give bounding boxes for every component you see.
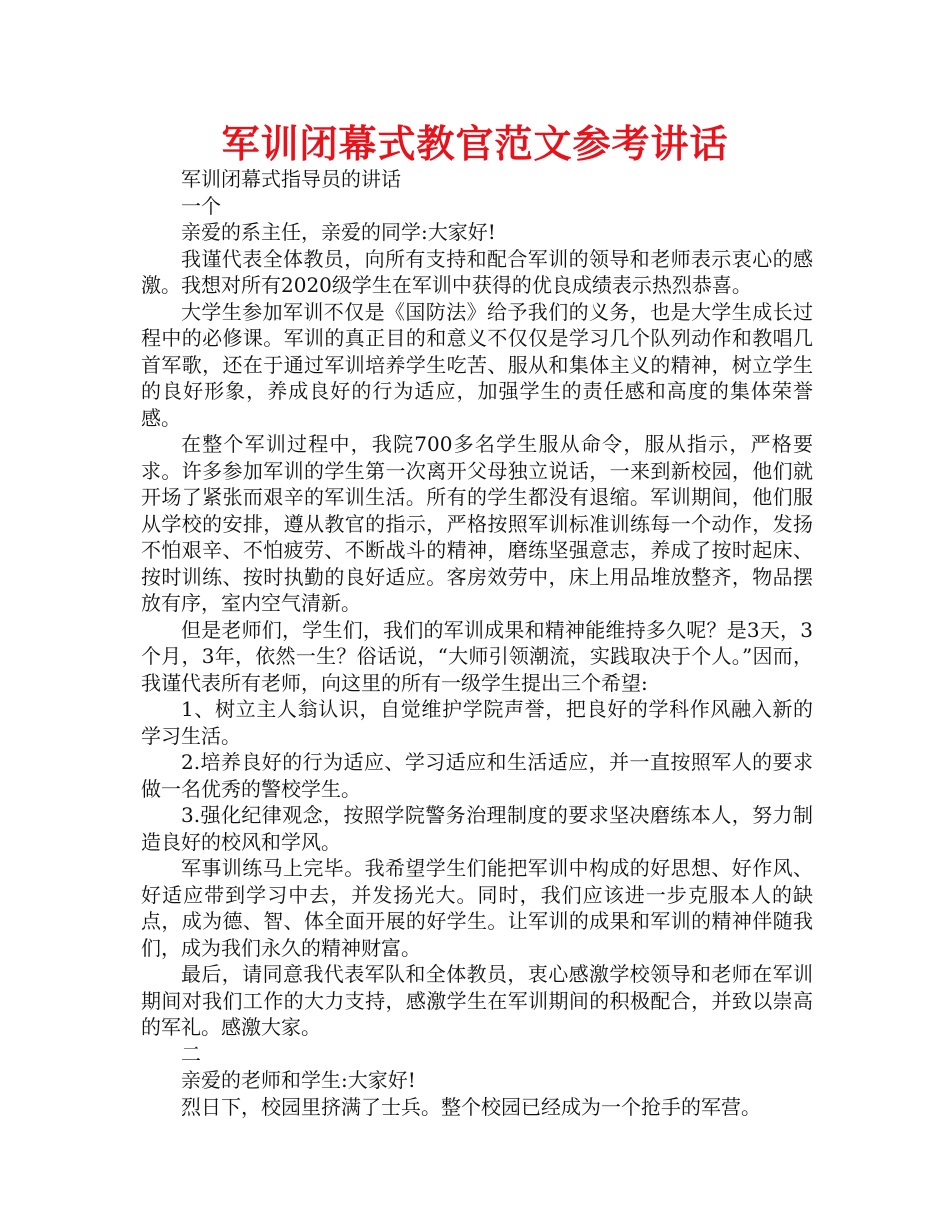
paragraph: 我谨代表全体教员，向所有支持和配合军训的领导和老师表示衷心的感激。我想对所有2020级学生在军训中获得的优良成绩表示热烈恭喜。 (141, 246, 813, 297)
paragraph: 最后，请同意我代表军队和全体教员，衷心感激学校领导和老师在军训期间对我们工作的大力支持，感激学生在军训期间的积极配合，并致以崇高的军礼。感激大家。 (141, 962, 813, 1039)
paragraph: 亲爱的老师和学生:大家好! (181, 1068, 416, 1092)
paragraph: 但是老师们，学生们，我们的军训成果和精神能维持多久呢？是3天，3个月，3年，依然一生？俗话说，“大师引领潮流，实践取决于个人。”因而，我谨代表所有老师，向这里的所有一级学生提出三个希望: (141, 617, 813, 695)
paragraph: 1、树立主人翁认识，自觉维护学院声誉，把良好的学科作风融入新的学习生活。 (141, 697, 813, 748)
paragraph: 军事训练马上完毕。我希望学生们能把军训中构成的好思想、好作风、好适应带到学习中去，并发扬光大。同时，我们应该进一步克服本人的缺点，成为德、智、体全面开展的好学生。让军训的成果和军训的精神伴随我们，成为我们永久的精神财富。 (141, 856, 813, 960)
document-title: 军训闭幕式教官范文参考讲话 (221, 122, 729, 166)
paragraph: 大学生参加军训不仅是《国防法》给予我们的义务，也是大学生成长过程中的必修课。军训的真正目的和意义不仅仅是学习几个队列动作和教唱几首军歌，还在于通过军训培养学生吃苦、服从和集体主义的精神，树立学生的良好形象，养成良好的行为适应，加强学生的责任感和高度的集体荣誉感。 (141, 299, 813, 430)
paragraph: 亲爱的系主任，亲爱的同学:大家好! (181, 220, 496, 244)
paragraph: 3.强化纪律观念，按照学院警务治理制度的要求坚决磨练本人，努力制造良好的校风和学风。 (141, 803, 813, 854)
paragraph: 一个 (181, 193, 221, 218)
paragraph: 二 (181, 1041, 201, 1066)
paragraph: 2.培养良好的行为适应、学习适应和生活适应，并一直按照军人的要求做一名优秀的警校学生。 (141, 750, 813, 801)
document-body (141, 166, 813, 1120)
paragraph: 烈日下，校园里挤满了士兵。整个校园已经成为一个抢手的军营。 (181, 1094, 761, 1119)
paragraph: 军训闭幕式指导员的讲话 (181, 167, 401, 191)
paragraph: 在整个军训过程中，我院700多名学生服从命令，服从指示，严格要求。许多参加军训的学生第一次离开父母独立说话，一来到新校园，他们就开场了紧张而艰辛的军训生活。所有的学生都没有退缩。军训期间，他们服从学校的安排，遵从教官的指示，严格按照军训标准训练每一个动作，发扬不怕艰辛、不怕疲劳、不断战斗的精神，磨练坚强意志，养成了按时起床、按时训练、按时执勤的良好适应。客房效劳中，床上用品堆放整齐，物品摆放有序，室内空气清新。 (141, 432, 813, 615)
